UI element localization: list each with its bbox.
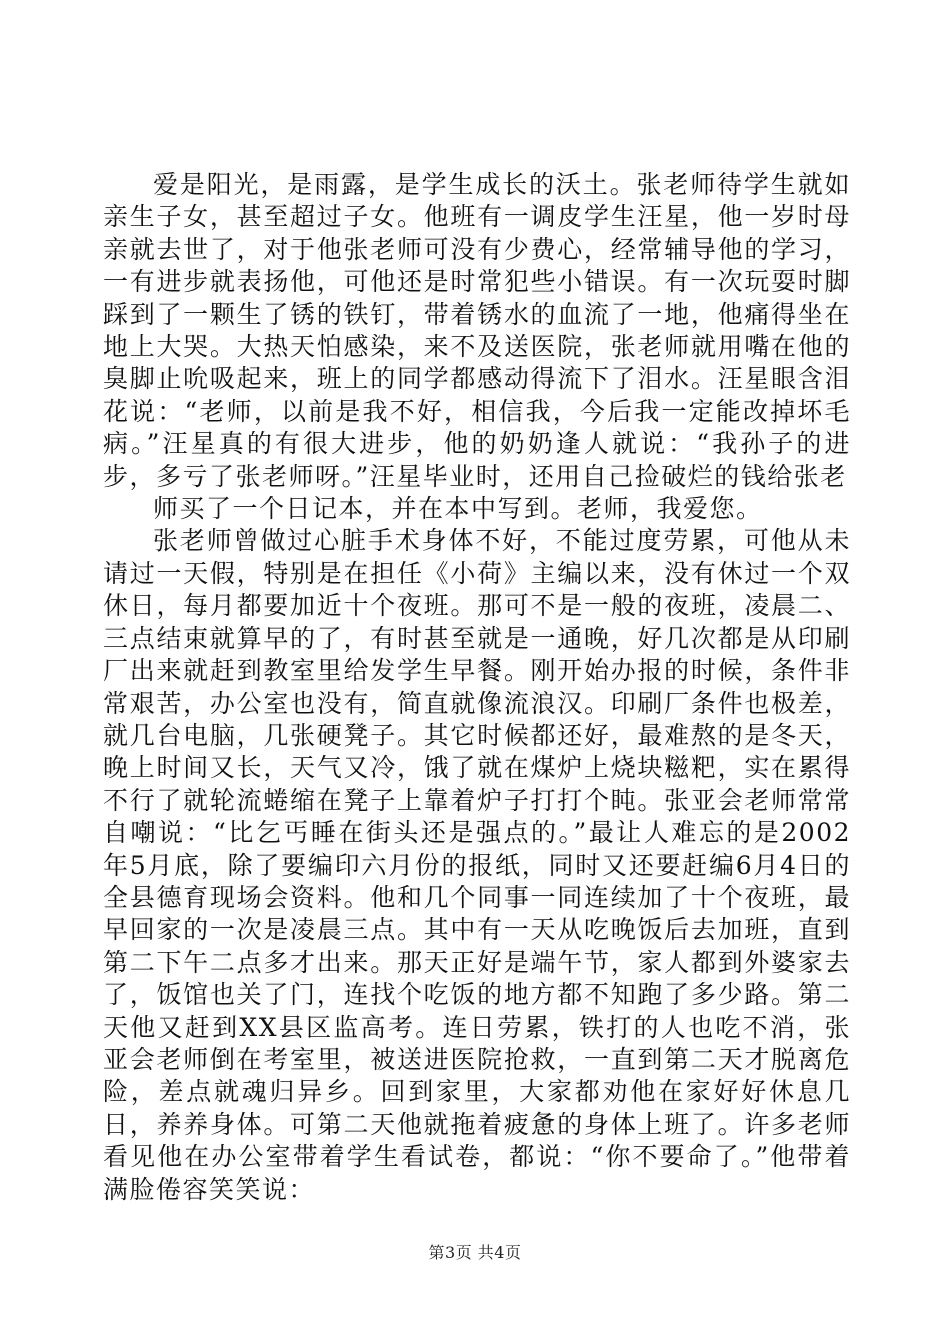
paragraph-2: 师买了一个日记本，并在本中写到。老师，我爱您。 — [153, 494, 763, 524]
document-body — [103, 169, 851, 1206]
paragraph-1: 爱是阳光，是雨露，是学生成长的沃土。张老师待学生就如亲生子女，甚至超过子女。他班有一调皮学生汪星，他一岁时母亲就去世了，对于他张老师可没有少费心，经常辅导他的学习，一有进步就表扬他，可他还是时常犯些小错误。有一次玩耍时脚踩到了一颗生了锈的铁钉，带着锈水的血流了一地，他痛得坐在地上大哭。大热天怕感染，来不及送医院，张老师就用嘴在他的臭脚止吮吸起来，班上的同学都感动得流下了泪水。汪星眼含泪花说：“老师，以前是我不好，相信我，今后我一定能改掉坏毛病。”汪星真的有很大进步，他的奶奶逢人就说：“我孙子的进步，多亏了张老师呀。”汪星毕业时，还用自己捡破烂的钱给张老 — [103, 170, 851, 491]
page-footer: 第3页 共4页 — [428, 1243, 522, 1262]
paragraph-3: 张老师曾做过心脏手术身体不好，不能过度劳累，可他从未请过一天假，特别是在担任《小荷》主编以来，没有休过一个双休日，每月都要加近十个夜班。那可不是一般的夜班，凌晨二、三点结束就算早的了，有时甚至就是一通晚，好几次都是从印刷厂出来就赶到教室里给发学生早餐。刚开始办报的时候，条件非常艰苦，办公室也没有，简直就像流浪汉。印刷厂条件也极差，就几台电脑，几张硬凳子。其它时候都还好，最难熬的是冬天，晚上时间又长，天气又冷，饿了就在煤炉上烧块糍粑，实在累得不行了就轮流蜷缩在凳子上靠着炉子打打个盹。张亚会老师常常自嘲说：“比乞丐睡在街头还是强点的。”最让人难忘的是2002年5月底，除了要编印六月份的报纸，同时又还要赶编6月4日的全县德育现场会资料。他和几个同事一同连续加了十个夜班，最早回家的一次是凌晨三点。其中有一天从吃晚饭后去加班，直到第二下午二点多才出来。那天正好是端午节，家人都到外婆家去了，饭馆也关了门，连找个吃饭的地方都不知跑了多少路。第二天他又赶到XX县区监高考。连日劳累，铁打的人也吃不消，张亚会老师倒在考室里，被送进医院抢救，一直到第二天才脱离危险，差点就魂归异乡。回到家里，大家都劝他在家好好休息几日，养养身体。可第二天他就拖着疲惫的身体上班了。许多老师看见他在办公室带着学生看试卷，都说：“你不要命了。”他带着满脸倦容笑笑说： — [103, 526, 851, 1204]
